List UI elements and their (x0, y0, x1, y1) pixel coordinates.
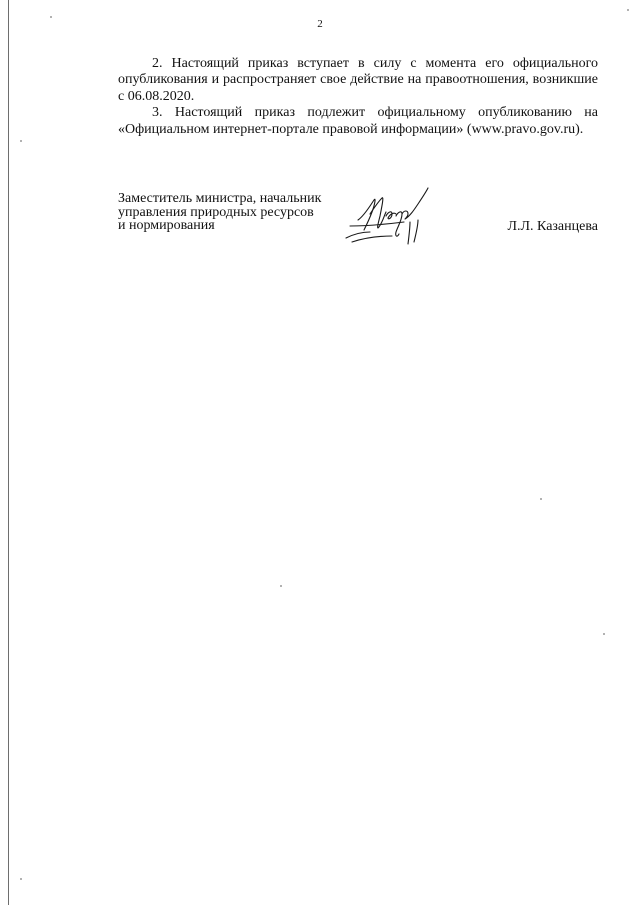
paragraph-2: 2. Настоящий приказ вступает в силу с момента его официального опубликования и распространяет свое действие на правоотношения, возникшие с 06.08.2020. (118, 56, 598, 104)
scan-speck (20, 140, 22, 142)
scan-speck (280, 585, 282, 587)
page-number: 2 (317, 18, 323, 30)
scan-speck (50, 16, 52, 18)
paragraph-3: 3. Настоящий приказ подлежит официальному опубликованию на «Официальном интернет-портале правовой информации» (www.pravo.gov.ru). (118, 105, 598, 137)
scan-edge-line (8, 0, 9, 905)
scan-speck (627, 9, 629, 11)
scan-speck (603, 633, 605, 635)
scan-speck (20, 878, 22, 880)
signature-block (118, 192, 598, 262)
signer-title: Заместитель министра, начальник управления природных ресурсов и нормирования (118, 191, 322, 233)
signer-name: Л.Л. Казанцева (507, 219, 598, 234)
handwritten-signature (344, 186, 474, 256)
scan-speck (540, 498, 542, 500)
document-body (118, 56, 598, 138)
